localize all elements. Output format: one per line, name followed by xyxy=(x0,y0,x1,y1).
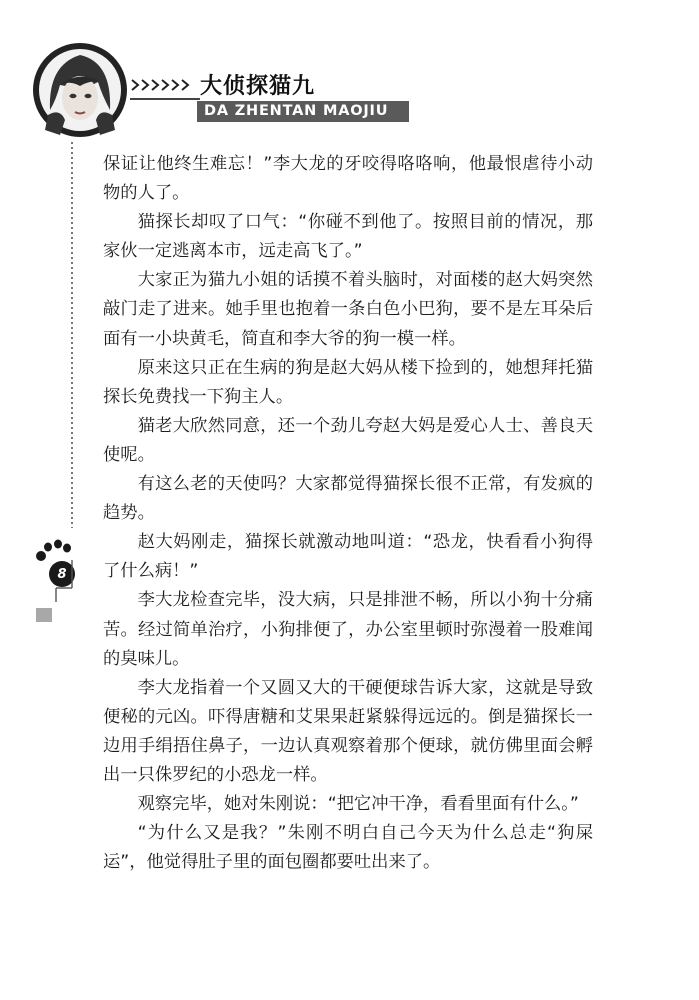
arrow-chevrons-icon xyxy=(130,72,198,98)
paragraph: 有这么老的天使吗？大家都觉得猫探长很不正常，有发疯的趋势。 xyxy=(103,474,593,524)
paragraph: 李大龙指着一个又圆又大的干硬便球告诉大家，这就是导致便秘的元凶。吓得唐糖和艾果果赶紧躲得远远的。倒是猫探长一边用手绢捂住鼻子，一边认真观察着那个便球，就仿佛里面会孵出一只侏罗纪的小恐龙一样。 xyxy=(103,677,593,785)
paragraph: 李大龙检查完毕，没大病，只是排泄不畅，所以小狗十分痛苦。经过简单治疗，小狗排便了，办公室里顿时弥漫着一股难闻的臭味儿。 xyxy=(103,590,593,669)
paragraph: 猫老大欣然同意，还一个劲儿夸赵大妈是爱心人士、善良天使呢。 xyxy=(103,415,593,465)
title-underline xyxy=(130,98,200,100)
paragraph: 大家正为猫九小姐的话摸不着头脑时，对面楼的赵大妈突然敲门走了进来。她手里也抱着一条白色小巴狗，要不是左耳朵后面有一小块黄毛，简直和李大爷的狗一模一样。 xyxy=(103,270,593,349)
paragraph: 观察完毕，她对朱刚说：“把它冲干净，看看里面有什么。” xyxy=(137,794,579,815)
body-text xyxy=(103,150,593,877)
series-title: 大侦探猫九 xyxy=(200,74,316,99)
paragraph: 猫探长却叹了口气：“你碰不到他了。按照目前的情况，那家伙一定逃离本市，远走高飞了。” xyxy=(103,212,593,262)
series-pinyin-banner: DA ZHENTAN MAOJIU xyxy=(197,101,409,122)
detective-portrait-icon xyxy=(30,40,130,140)
page-number: 8 xyxy=(57,567,67,582)
page-header xyxy=(0,0,699,150)
paragraph: 赵大妈刚走，猫探长就激动地叫道：“恐龙，快看看小狗得了什么病！” xyxy=(103,532,593,582)
margin-dotted-line xyxy=(30,140,90,640)
paragraph: 原来这只正在生病的狗是赵大妈从楼下捡到的，她想拜托猫探长免费找一下狗主人。 xyxy=(103,357,593,407)
paragraph: “为什么又是我？”朱刚不明白自己今天为什么总走“狗屎运”，他觉得肚子里的面包圈都要吐出来了。 xyxy=(103,823,593,873)
paragraph: 保证让他终生难忘！”李大龙的牙咬得咯咯响，他最恨虐待小动物的人了。 xyxy=(103,154,593,204)
